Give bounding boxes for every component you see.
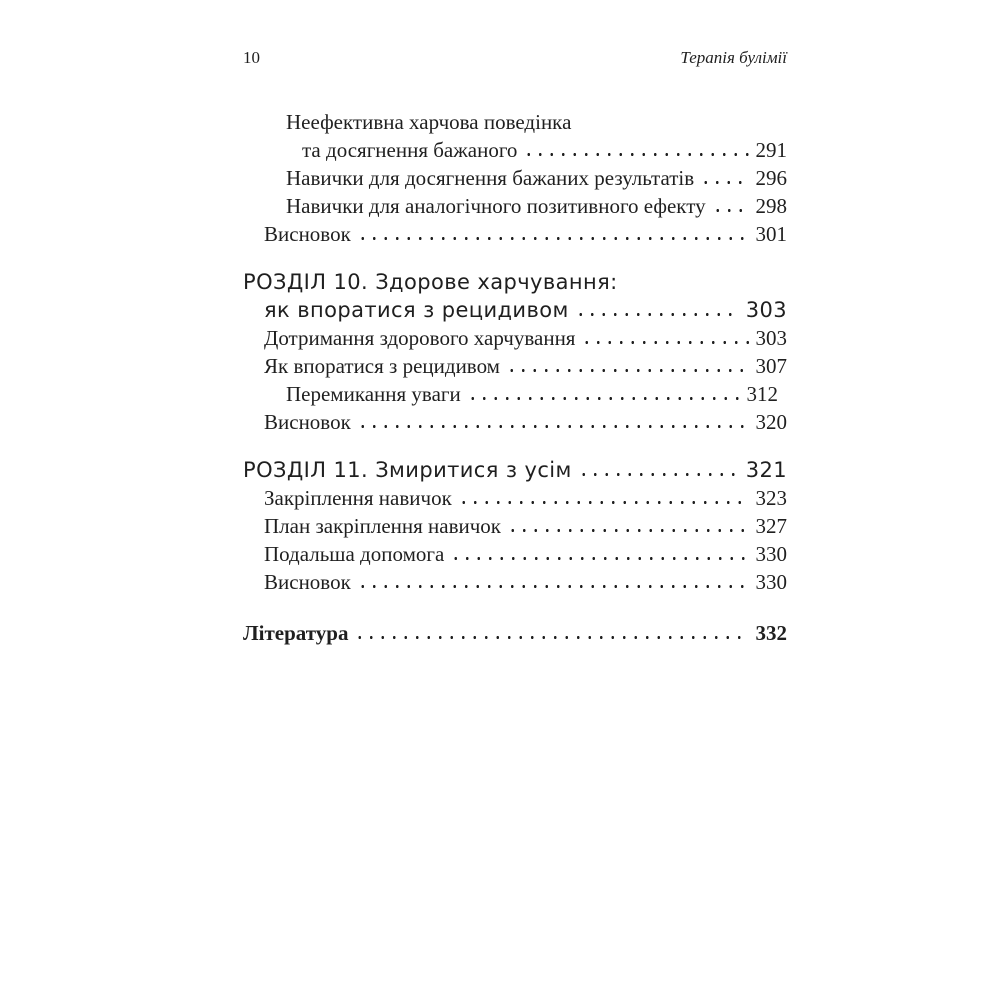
toc-entry-label: та досягнення бажаного [302,138,518,162]
toc-entry-label: Подальша допомога [264,542,445,566]
toc-entry [243,568,787,596]
toc-entry-label: Навички для досягнення бажаних результатів [286,166,695,190]
toc-page-number: 298 [755,194,787,218]
toc-page-number: 330 [755,570,787,594]
toc-page-number: 307 [755,354,787,378]
dot-leader [357,236,749,241]
toc-page-number: 323 [755,486,787,510]
toc-page-number: 321 [745,458,787,482]
toc-page-number: 330 [755,542,787,566]
dot-leader [458,500,749,505]
toc-entry [243,512,787,540]
dot-leader [575,312,739,317]
toc-entry [243,108,787,136]
toc-entry-label: Висновок [264,570,351,594]
toc-entry-label: План закріплення навичок [264,514,502,538]
page-content [243,48,787,647]
toc-page-number: 303 [755,326,787,350]
dot-leader [700,180,748,185]
toc-chapter-heading [243,268,787,296]
toc-entry-label: Як впоратися з рецидивом [264,354,500,378]
toc-entry-label: РОЗДІЛ 10. Здорове харчування: [243,270,618,294]
toc-entry-label: Дотримання здорового харчування [264,326,576,350]
toc-page-number: 296 [755,166,787,190]
dot-leader [712,208,749,213]
toc-page-number: 303 [745,298,787,322]
toc-entry [243,136,787,164]
toc-entry [243,220,787,248]
dot-leader [467,396,740,401]
dot-leader [357,584,749,589]
dot-leader [506,368,749,373]
toc-entry-label: як впоратися з рецидивом [264,298,569,322]
toc-entry [243,164,787,192]
toc-entry-label: РОЗДІЛ 11. Змиритися з усім [243,458,572,482]
toc-chapter-heading [243,296,787,324]
folio-page-number: 10 [243,48,260,67]
toc-entry-label: Література [243,621,349,645]
toc-entry [243,540,787,568]
toc-entry [243,408,787,436]
dot-leader [581,340,748,345]
toc-entry [243,484,787,512]
toc-entry [243,619,787,647]
dot-leader [523,152,748,157]
toc-entry-label: Закріплення навичок [264,486,452,510]
running-title: Терапія булімії [680,48,787,67]
toc-entry [243,324,787,352]
dot-leader [450,556,748,561]
toc-page-number: 291 [755,138,787,162]
table-of-contents [243,108,787,647]
toc-entry-label: Висновок [264,222,351,246]
toc-entry-label: Висновок [264,410,351,434]
toc-entry-label: Навички для аналогічного позитивного ефекту [286,194,706,218]
toc-entry-label: Перемикання уваги [286,382,461,406]
toc-entry [243,380,787,408]
dot-leader [578,472,739,477]
running-head [243,48,787,68]
toc-page-number: 320 [755,410,787,434]
toc-page-number: 312 [746,382,778,406]
toc-chapter-heading [243,456,787,484]
dot-leader [507,528,748,533]
toc-entry [243,192,787,220]
dot-leader [354,635,748,640]
dot-leader [357,424,749,429]
toc-page-number: 301 [755,222,787,246]
toc-page-number: 327 [755,514,787,538]
toc-entry-label: Неефективна харчова поведінка [286,110,572,134]
toc-page-number: 332 [755,621,787,645]
toc-entry [243,352,787,380]
